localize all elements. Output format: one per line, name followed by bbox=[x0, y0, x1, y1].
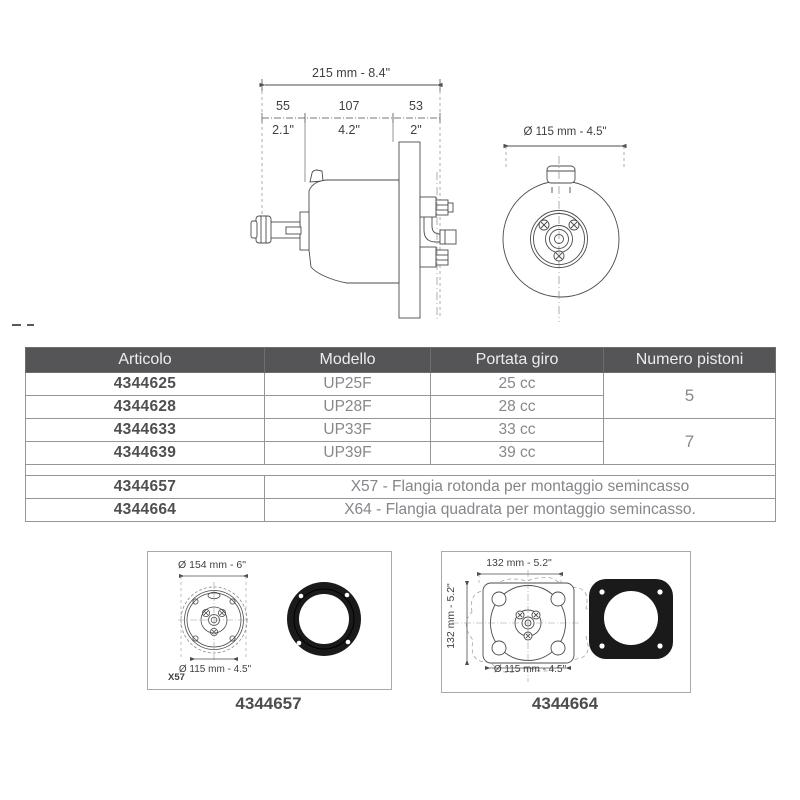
portata-cell: 39 cc bbox=[431, 442, 604, 465]
col-header-articolo: Articolo bbox=[26, 348, 265, 373]
dim-132-top-label: 132 mm - 5.2" bbox=[486, 557, 552, 569]
articolo-cell: 4344633 bbox=[26, 419, 265, 442]
table-row bbox=[26, 476, 776, 499]
articolo-cell: 4344664 bbox=[26, 499, 265, 522]
modello-cell: UP25F bbox=[265, 373, 431, 396]
dim-2in-label: 2" bbox=[410, 123, 422, 137]
col-header-portata: Portata giro bbox=[431, 348, 604, 373]
dim-4.2in-label: 4.2" bbox=[338, 123, 360, 137]
spec-table bbox=[25, 347, 776, 522]
descrizione-cell: X64 - Flangia quadrata per montaggio semincasso. bbox=[265, 499, 776, 522]
table-spacer-row bbox=[26, 465, 776, 476]
pistoni-cell: 7 bbox=[604, 419, 776, 465]
dim-132-side-label: 132 mm - 5.2" bbox=[445, 583, 457, 649]
dim-154-label: Ø 154 mm - 6" bbox=[178, 559, 246, 571]
articolo-cell: 4344625 bbox=[26, 373, 265, 396]
modello-cell: UP28F bbox=[265, 396, 431, 419]
table-header-row bbox=[26, 348, 776, 373]
col-header-pistoni: Numero pistoni bbox=[604, 348, 776, 373]
round-flange-drawing bbox=[148, 552, 391, 689]
square-flange-photo bbox=[589, 579, 673, 659]
pistoni-cell: 5 bbox=[604, 373, 776, 419]
articolo-cell: 4344657 bbox=[26, 476, 265, 499]
dim-115-label: Ø 115 mm - 4.5" bbox=[178, 664, 252, 675]
descrizione-cell: X57 - Flangia rotonda per montaggio semincasso bbox=[265, 476, 776, 499]
modello-cell: UP39F bbox=[265, 442, 431, 465]
articolo-cell: 4344628 bbox=[26, 396, 265, 419]
col-header-modello: Modello bbox=[265, 348, 431, 373]
articolo-cell: 4344639 bbox=[26, 442, 265, 465]
portata-cell: 33 cc bbox=[431, 419, 604, 442]
dim-53-label: 53 bbox=[409, 99, 423, 113]
spec-table-wrap bbox=[25, 347, 775, 522]
dim-total-label: 215 mm - 8.4" bbox=[311, 66, 391, 80]
portata-cell: 25 cc bbox=[431, 373, 604, 396]
dim-55-label: 55 bbox=[276, 99, 290, 113]
table-row bbox=[26, 419, 776, 442]
pump-front-view bbox=[503, 156, 619, 322]
dim-115-label: Ø 115 mm - 4.5" bbox=[493, 664, 567, 675]
dim-2.1in-label: 2.1" bbox=[272, 123, 294, 137]
round-flange-photo bbox=[287, 582, 361, 656]
table-row bbox=[26, 499, 776, 522]
modello-cell: UP33F bbox=[265, 419, 431, 442]
square-flange-article-label: 4344664 bbox=[531, 694, 599, 713]
square-flange-drawing bbox=[442, 552, 690, 692]
stray-mark bbox=[12, 324, 21, 326]
square-flange-box bbox=[441, 551, 691, 693]
dim-107-label: 107 bbox=[338, 99, 360, 113]
round-flange-box bbox=[147, 551, 392, 690]
portata-cell: 28 cc bbox=[431, 396, 604, 419]
dim-diameter-label: Ø 115 mm - 4.5" bbox=[523, 126, 607, 138]
stray-mark bbox=[27, 324, 34, 326]
table-row bbox=[26, 373, 776, 396]
x57-tag: X57 bbox=[168, 672, 185, 683]
pump-technical-drawing bbox=[230, 60, 690, 335]
round-flange-article-label: 4344657 bbox=[235, 694, 302, 713]
pump-side-view bbox=[251, 142, 456, 322]
